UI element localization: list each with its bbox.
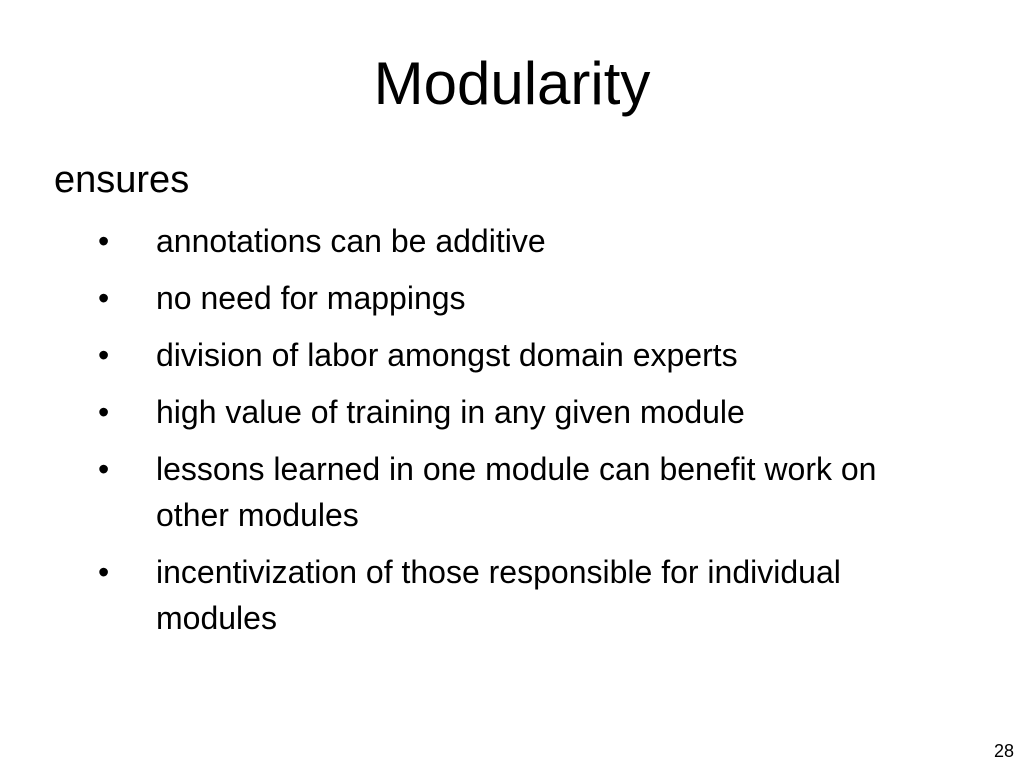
bullet-text: lessons learned in one module can benefit work on other modules (156, 451, 877, 533)
bullet-text: division of labor amongst domain experts (156, 337, 738, 373)
bullet-marker: • (98, 451, 110, 487)
slide-title: Modularity (373, 50, 651, 117)
list-item (0, 218, 1024, 264)
bullet-marker: • (98, 337, 110, 373)
bullet-text: high value of training in any given module (156, 394, 745, 430)
bullet-marker: • (98, 280, 110, 316)
bullet-text: annotations can be additive (156, 223, 546, 259)
list-item (0, 332, 1024, 378)
bullet-marker: • (98, 223, 110, 259)
page-number: 28 (993, 741, 1014, 761)
list-item (0, 275, 1024, 321)
bullet-list (0, 218, 1024, 652)
lead-text: ensures (54, 159, 190, 201)
bullet-marker: • (98, 394, 110, 430)
list-item (0, 549, 1024, 641)
bullet-text: incentivization of those responsible for individual modules (156, 554, 841, 636)
bullet-marker: • (98, 554, 110, 590)
list-item (0, 446, 1024, 538)
bullet-text: no need for mappings (156, 280, 466, 316)
list-item (0, 389, 1024, 435)
